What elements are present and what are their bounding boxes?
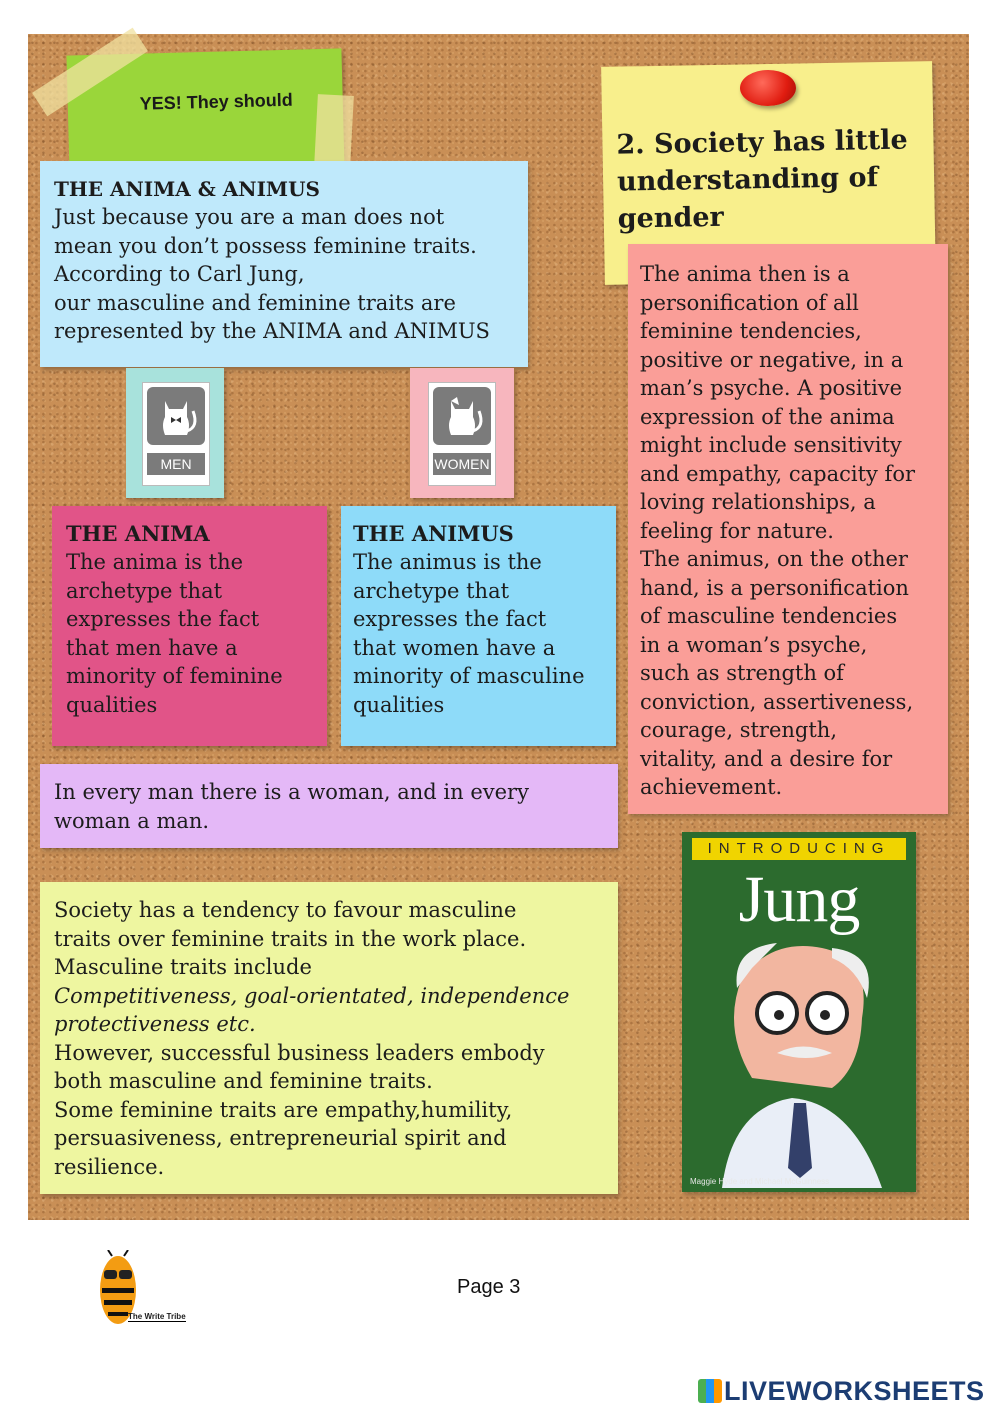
note-line: of masculine tendencies [640, 604, 898, 628]
note-line: vitality, and a desire for [640, 746, 893, 771]
anima-description-note [628, 244, 948, 814]
note-line: Just because you are a man does not [54, 205, 445, 229]
quote-note [40, 764, 618, 848]
liveworksheets-logo-icon [698, 1379, 722, 1403]
women-sign [428, 382, 496, 486]
note-line: The anima then is a [640, 262, 850, 286]
note-line: expresses the fact [353, 607, 547, 631]
note-line: personification of all [640, 290, 859, 315]
note-line: that women have a [353, 635, 556, 660]
note-line: traits over feminine traits in the work place. [54, 926, 527, 951]
answer-text: YES! They should [139, 89, 294, 114]
brand-text: LIVEWORKSHEETS [724, 1376, 985, 1406]
note-line: Society has a tendency to favour masculine [54, 898, 517, 922]
note-line: According to Carl Jung, [54, 262, 305, 286]
men-sign-card [126, 368, 224, 498]
note-line: represented by the ANIMA and ANIMUS [54, 319, 490, 343]
note-heading-line: gender [617, 201, 725, 235]
note-line: qualities [66, 692, 158, 717]
note-line: feeling for nature. [640, 518, 834, 543]
note-line: The anima is the [66, 550, 244, 574]
book-cover [682, 832, 916, 1192]
animus-note [341, 506, 616, 746]
note-line: might include sensitivity [640, 433, 902, 457]
note-line: qualities [353, 692, 445, 717]
anima-animus-note [40, 161, 528, 367]
note-line: expresses the fact [66, 607, 260, 631]
note-line: minority of feminine [66, 664, 283, 688]
note-line: Some feminine traits are empathy,humility, [54, 1097, 513, 1122]
note-line: protectiveness etc. [54, 1012, 256, 1036]
note-heading: THE ANIMA & ANIMUS [54, 177, 320, 201]
women-sign-card [410, 368, 514, 498]
note-line: resilience. [54, 1154, 165, 1179]
cat-icon [433, 387, 491, 445]
note-line: that men have a [66, 635, 238, 660]
note-line: woman a man. [54, 808, 210, 833]
note-line: persuasiveness, entrepreneurial spirit and [54, 1126, 507, 1150]
note-line: courage, strength, [640, 718, 837, 742]
book-authors: Maggie Hyde and Michael McGuinness [690, 1177, 830, 1186]
note-line: positive or negative, in a [640, 347, 904, 372]
book-band: INTRODUCING [692, 838, 906, 860]
note-line: The animus, on the other [640, 547, 908, 571]
note-line: man’s psyche. A positive [640, 376, 903, 400]
page-number: Page 3 [457, 1276, 521, 1298]
anima-note [52, 506, 327, 746]
note-line: such as strength of [640, 661, 844, 685]
push-pin-icon [740, 70, 796, 106]
note-heading: THE ANIMUS [353, 521, 514, 546]
note-heading-line: understanding of [616, 162, 879, 198]
book-title: Jung [738, 863, 860, 936]
note-line: Competitiveness, goal-orientated, independence [54, 983, 570, 1008]
note-line: conviction, assertiveness, [640, 689, 914, 714]
logo-label: The Write Tribe [128, 1312, 186, 1321]
note-line: feminine tendencies, [640, 319, 862, 343]
note-line: and empathy, capacity for [640, 461, 916, 486]
cat-icon [147, 387, 205, 445]
workplace-note [40, 882, 618, 1194]
men-sign [142, 382, 210, 486]
note-line: archetype that [353, 578, 510, 603]
note-line: achievement. [640, 775, 783, 799]
note-line: mean you don’t possess feminine traits. [54, 233, 477, 258]
note-line: The animus is the [353, 550, 542, 574]
note-line: in a woman’s psyche, [640, 632, 868, 657]
note-line: However, successful business leaders embody [54, 1040, 545, 1065]
note-line: loving relationships, a [640, 490, 876, 514]
tape-strip [314, 94, 354, 168]
portrait-illustration-icon [682, 928, 916, 1188]
note-line: hand, is a personification [640, 575, 909, 600]
note-heading-line: 2. Society has little [616, 124, 908, 161]
note-line: our masculine and feminine traits are [54, 290, 456, 315]
note-line: archetype that [66, 578, 223, 603]
note-line: Masculine traits include [54, 955, 312, 979]
note-heading: THE ANIMA [66, 521, 210, 546]
women-label: WOMEN [433, 453, 491, 475]
liveworksheets-brand[interactable] [698, 1376, 985, 1407]
note-line: expression of the anima [640, 404, 895, 429]
note-line: In every man there is a woman, and in every [54, 780, 529, 804]
note-line: minority of masculine [353, 664, 585, 688]
men-label: MEN [147, 453, 205, 475]
note-line: both masculine and feminine traits. [54, 1069, 433, 1093]
